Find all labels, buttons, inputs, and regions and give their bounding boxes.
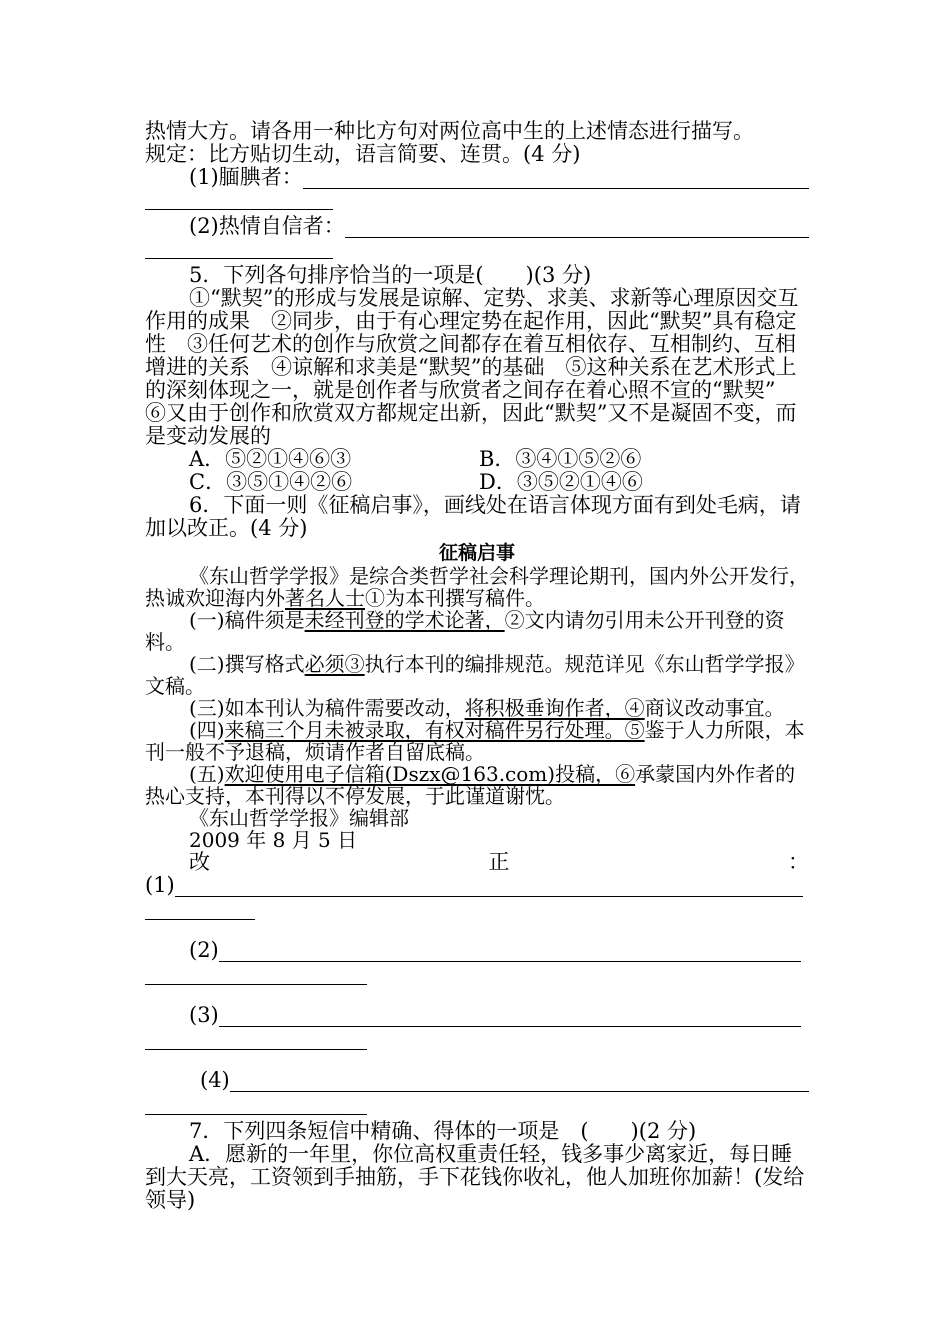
answer-blank-cont[interactable] [145,1031,367,1050]
notice-text: 商议改动事宜。 [644,696,785,720]
q4-answer-2 [145,215,809,238]
q5-stem: 5．下列各句排序恰当的一项是( )(3 分) [189,263,592,287]
correction-label-1: 改 [189,850,210,874]
answer-blank[interactable] [345,219,809,238]
underlined-phrase-3: 必须③ [304,652,365,676]
answer-blank-cont[interactable] [145,1096,367,1115]
answer-blank[interactable] [175,878,803,897]
correction-label-2: 正 [488,850,510,874]
answer-number: (3) [189,1003,219,1027]
answer-blank[interactable] [219,943,801,962]
underlined-phrase-5: 来稿三个月未被录取，有权对稿件另行处理。⑤ [224,718,645,742]
correction-header [145,851,809,874]
answer-blank[interactable] [230,1073,809,1092]
underlined-phrase-2: 未经刊登的学术论著， [304,608,505,632]
answer-blank-cont[interactable] [145,240,333,259]
q4-item2-label: (2)热情自信者： [189,214,345,238]
underlined-phrase-1: 著名人士 [285,586,365,610]
q4-answer-1 [145,166,809,189]
notice-text: (三)如本刊认为稿件需要改动， [189,696,465,720]
correction-answer-1 [145,874,809,897]
notice-text: (一)稿件须是 [189,608,305,632]
answer-blank[interactable] [303,170,809,189]
answer-number: (4) [200,1068,230,1092]
correction-answer-4 [145,1069,809,1092]
q5-option-a[interactable]: A．⑤②①④⑥③ [189,447,352,471]
notice-date: 2009 年 8 月 5 日 [189,828,358,852]
answer-number: (2) [189,938,219,962]
correction-answer-3 [145,1004,809,1027]
q4-line1: 热情大方。请各用一种比方句对两位高中生的上述情态进行描写。 [145,119,754,143]
q5-option-d[interactable]: D．③⑤②①④⑥ [479,470,643,494]
q4-item1-label: (1)腼腆者： [189,165,303,189]
q5-option-b[interactable]: B．③④①⑤②⑥ [479,447,642,471]
notice-text: (四) [189,718,225,742]
answer-blank-cont[interactable] [145,901,255,920]
notice-text: (二)撰写格式 [189,652,305,676]
q5-options-row1 [145,448,809,471]
answer-blank[interactable] [219,1008,801,1027]
notice-text: (五) [189,762,225,786]
underlined-phrase-4: 将积极垂询作者，④ [464,696,645,720]
notice-text: 执行本刊的编排规范。规范详见《东山哲学学报》文稿。 [145,652,805,698]
q5-text: ①“默契”的形成与发展是谅解、定势、求美、求新等心理原因交互作用的成果 ②同步，由于有心理定势在起作用，因此“默契”具有稳定性 ③任何艺术的创作与欣赏之间都存在着互相依存、互相制约、互相增进的关系 ④谅解和求美是“默契”的基础 ⑤这种关系在艺术形式上的深刻体现之一，就是创作者与欣赏者之间存在着心照不宣的“默契” ⑥又由于创作和欣赏双方都规定出新，因此“默契”又不是凝固不变，而是变动发展的 [145,286,799,448]
notice-title: 征稿启事 [438,542,515,564]
q5-options-row2 [145,471,809,494]
answer-number: (1) [145,873,175,897]
notice-body [145,565,809,851]
answer-blank-cont[interactable] [145,966,367,985]
answer-blank-cont[interactable] [145,191,333,210]
correction-colon: ： [788,850,809,874]
notice-text: ②文内请勿引用未公开刊登的资料。 [145,608,785,654]
q7-option-a[interactable]: A．愿新的一年里，你位高权重责任轻，钱多事少离家近，每日睡到大天亮，工资领到手抽筋，手下花钱你收礼，他人加班你加薪！(发给领导) [145,1142,805,1212]
q6-stem: 6．下面一则《征稿启事》，画线处在语言体现方面有到处毛病，请加以改正。(4 分) [145,493,801,540]
q4-line2: 规定：比方贴切生动，语言简要、连贯。(4 分) [145,142,581,166]
notice-text: 《东山哲学学报》是综合类哲学社会科学理论期刊，国内外公开发行，热诚欢迎海内外 [145,564,809,610]
notice-text: 承蒙国内外作者的热心支持，本刊得以不停发展，于此谨道谢忱。 [145,762,796,808]
notice-text: 鉴于人力所限，本刊一般不予退稿，烦请作者自留底稿。 [145,718,805,764]
notice-text: ①为本刊撰写稿件。 [365,586,545,610]
document-body [145,120,809,1212]
q5-option-c[interactable]: C．③⑤①④②⑥ [189,470,353,494]
correction-answer-2 [145,939,809,962]
q7-stem: 7．下列四条短信中精确、得体的一项是 ( )(2 分) [189,1119,697,1143]
notice-signature: 《东山哲学学报》编辑部 [189,806,409,830]
underlined-phrase-6: 欢迎使用电子信箱(Dszx@163.com)投稿，⑥ [224,762,636,786]
